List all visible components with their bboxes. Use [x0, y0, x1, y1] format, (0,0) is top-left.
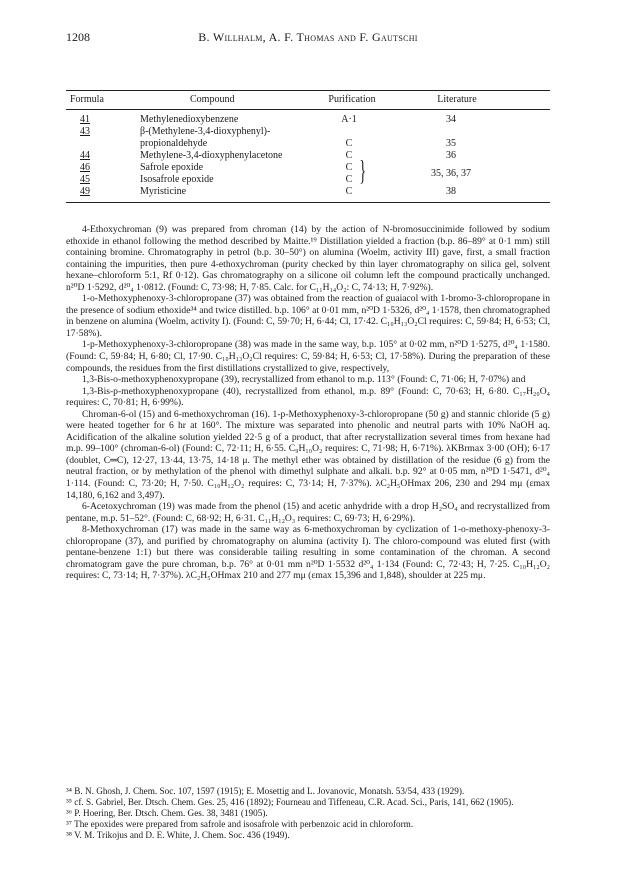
formula-cell: 49 — [80, 186, 90, 197]
header-literature: Literature — [437, 94, 477, 105]
table-header-rule — [66, 109, 550, 110]
formula-cell: 41 — [80, 114, 90, 125]
compound-cell: Isosafrole epoxide — [140, 174, 214, 185]
literature-cell: 38 — [446, 186, 456, 197]
table-row — [66, 114, 550, 126]
formula-cell: 45 — [80, 174, 90, 185]
paragraph-ethoxychroman: 4-Ethoxychroman (9) was prepared from chroman (14) by the action of N-bromosuccinimide followed by sodium ethoxide in ethanol following the method described by Maitte.¹⁹ Distillation yielded a fraction (b.p. 86–89° at 0·1 mm) still containing bromine. Chromatography in petrol (b.p. 30–50°) on alumina (Woelm, activity III) gave, first, a small fraction containing the impurities, then pure 4-ethoxychroman (purity checked by thin layer chromatography on silica gel, solvent hexane–chloroform 5:1, Rf 0·12). Gas chromatography on a silicone oil column left the compound practically unchanged. n²⁰D 1·5292, d²⁰₄ 1·0812. (Found: C, 73·98; H, 7·85. Calc. for C₁₁H₁₄O₂: C, 74·13; H, 7·92%). — [66, 224, 550, 293]
literature-cell: 35 — [446, 138, 456, 149]
paragraph-p-methoxyphenoxy: 1-p-Methoxyphenoxy-3-chloropropane (38) was made in the same way, b.p. 105° at 0·02 mm, n²⁰D 1·5275, d²⁰₄ 1·1580. (Found: C, 59·84; H, 6·80; Cl, 17·90. C₁₀H₁₃O₂Cl requires: C, 59·84; H, 6·53; Cl, 17·58%). During the preparation of these compounds, the residues from the first distillations crystallized to give, respectively, — [66, 339, 550, 374]
footnote: ³⁷ The epoxides were prepared from safrole and isosafrole with perbenzoic acid in chloroform. — [66, 819, 414, 829]
footnotes — [66, 786, 550, 841]
compound-cell: Methylene-3,4-dioxyphenylacetone — [140, 150, 283, 161]
table-row — [66, 126, 550, 138]
literature-cell: 34 — [446, 114, 456, 125]
compound-cell: Safrole epoxide — [140, 162, 204, 173]
header-formula: Formula — [70, 94, 104, 105]
running-header — [66, 30, 550, 46]
paragraph-8-methoxychroman: 8-Methoxychroman (17) was made in the same way as 6-methoxychroman by cyclization of 1-o-methoxy-phenoxy-3-chloropropane (37), and purified by chromatography on alumina (activity I). The chloro-compound was eluted first (with pentane-benzene 1:1) but there was considerable tailing resulting in some contamination of the chroman. A second chromatogram gave the pure chroman, b.p. 76° at 0·01 mm n²⁰D 1·5532 d²⁰₄ 1·134 (Found: C, 72·43; H, 7·25. C₁₀H₁₂O₂ requires: C, 73·14; H, 7·37%). λC₂H₅OHmax 210 and 277 mμ (εmax 15,396 and 1,848), shoulder at 225 mμ. — [66, 524, 550, 582]
purification-cell: C — [345, 162, 353, 173]
bracket-literature: 35, 36, 37 — [431, 168, 471, 179]
paragraph-acetoxychroman: 6-Acetoxychroman (19) was made from the phenol (15) and acetic anhydride with a drop H₂SO₄ and recrystallized from pentane, m.p. 51–52°. (Found: C, 68·92; H, 6·31. C₁₁H₁₂O₃ requires: C, 69·73; H, 6·29%). — [66, 501, 550, 524]
purification-cell: C — [345, 138, 353, 149]
footnote: ³⁶ P. Hoering, Ber. Dtsch. Chem. Ges. 38, 3481 (1905). — [66, 808, 268, 818]
footnote: ³⁵ cf. S. Gabriel, Ber. Dtsch. Chem. Ges. 25, 416 (1892); Fourneau and Tiffeneau, C.R. Acad. Sci., Paris, 141, 662 (1905). — [66, 797, 514, 807]
formula-cell: 44 — [80, 150, 90, 161]
page-number: 1208 — [66, 30, 90, 44]
footnote: ³⁸ V. M. Trikojus and D. E. White, J. Chem. Soc. 436 (1949). — [66, 830, 290, 840]
formula-cell: 46 — [80, 162, 90, 173]
table-row — [66, 186, 550, 198]
header-authors: B. Willhalm, A. F. Thomas and F. Gautschi — [198, 30, 418, 44]
compound-cell: Myristicine — [140, 186, 187, 197]
paragraph-bis-o: 1,3-Bis-o-methoxyphenoxypropane (39), recrystallized from ethanol to m.p. 113° (Found: C, 71·06; H, 7·07%) and — [82, 374, 526, 386]
table-top-rule — [66, 90, 550, 91]
table-bottom-rule — [66, 202, 550, 203]
purification-cell: C — [345, 174, 353, 185]
compound-cell: β-(Methylene-3,4-dioxyphenyl)- — [140, 126, 271, 137]
compound-cell: propionaldehyde — [140, 138, 208, 149]
formula-cell: 43 — [80, 126, 90, 137]
table-header-row — [66, 94, 550, 106]
purification-cell: C — [345, 150, 353, 161]
compound-cell: Methylenedioxybenzene — [140, 114, 239, 125]
paragraph-chroman-6-ol: Chroman-6-ol (15) and 6-methoxychroman (16). 1-p-Methoxyphenoxy-3-chloropropane (50 g) and stannic chloride (5 g) were heated together for 6 hr at 160°. The mixture was separated into phenolic and neutral parts with 10% NaOH aq. Acidification of the alkaline solution yielded 22·5 g of a product, that after recrystallization several times from hexane had m.p. 99–100° (chroman-6-ol) (Found: C, 72·11; H, 6·55. C₉H₁₀O₂ requires: C, 71·98; H, 6·71%). λKBrmax 3·00 (OH); 6·17 (doublet, C═C), 12·27, 13·44, 13·75, 14·18 μ. The methyl ether was obtained by distillation of the residue (6 g) from the neutral fraction, or by methylation of the phenol with dimethyl sulphate and alkali. b.p. 92° at 0·05 mm, n²⁰D 1·5471, d²⁰₄ 1·114. (Found: C, 73·20; H, 7·50. C₁₀H₁₂O₂ requires: C, 73·14; H, 7·37%). λC₂H₅OHmax 206, 230 and 294 mμ (εmax 14,180, 6,162 and 3,497). — [66, 408, 550, 501]
table-row — [66, 138, 550, 150]
header-purification: Purification — [328, 94, 376, 105]
header-compound: Compound — [190, 94, 235, 105]
paragraph-o-methoxyphenoxy: 1-o-Methoxyphenoxy-3-chloropropane (37) was obtained from the reaction of guaiacol with 1-bromo-3-chloropropane in the presence of sodium ethoxide³⁴ and twice distilled. b.p. 106° at 0·01 mm, n²⁰D 1·5326, d²⁰₄ 1·1578, then chromatographed in benzene on alumina (Woelm, activity I). (Found: C, 59·70; H, 6·44; Cl, 17·42. C₁₀H₁₃O₂Cl requires: C, 59·84; H, 6·53; Cl, 17·58%). — [66, 293, 550, 339]
footnote: ³⁴ B. N. Ghosh, J. Chem. Soc. 107, 1597 (1915); E. Mosettig and L. Jovanovic, Monatsh. 53/54, 433 (1929). — [66, 786, 465, 796]
right-brace: } — [359, 156, 367, 187]
literature-cell: 36 — [446, 150, 456, 161]
purification-cell: C — [345, 186, 353, 197]
purification-cell: A·1 — [341, 114, 357, 125]
body-text — [66, 224, 550, 582]
paragraph-bis-p: 1,3-Bis-p-methoxyphenoxypropane (40), recrystallized from ethanol, m.p. 89° (Found: C, 70·63; H, 6·80. C₁₇H₂₀O₄ requires: C, 70·81; H, 6·99%). — [66, 385, 550, 409]
